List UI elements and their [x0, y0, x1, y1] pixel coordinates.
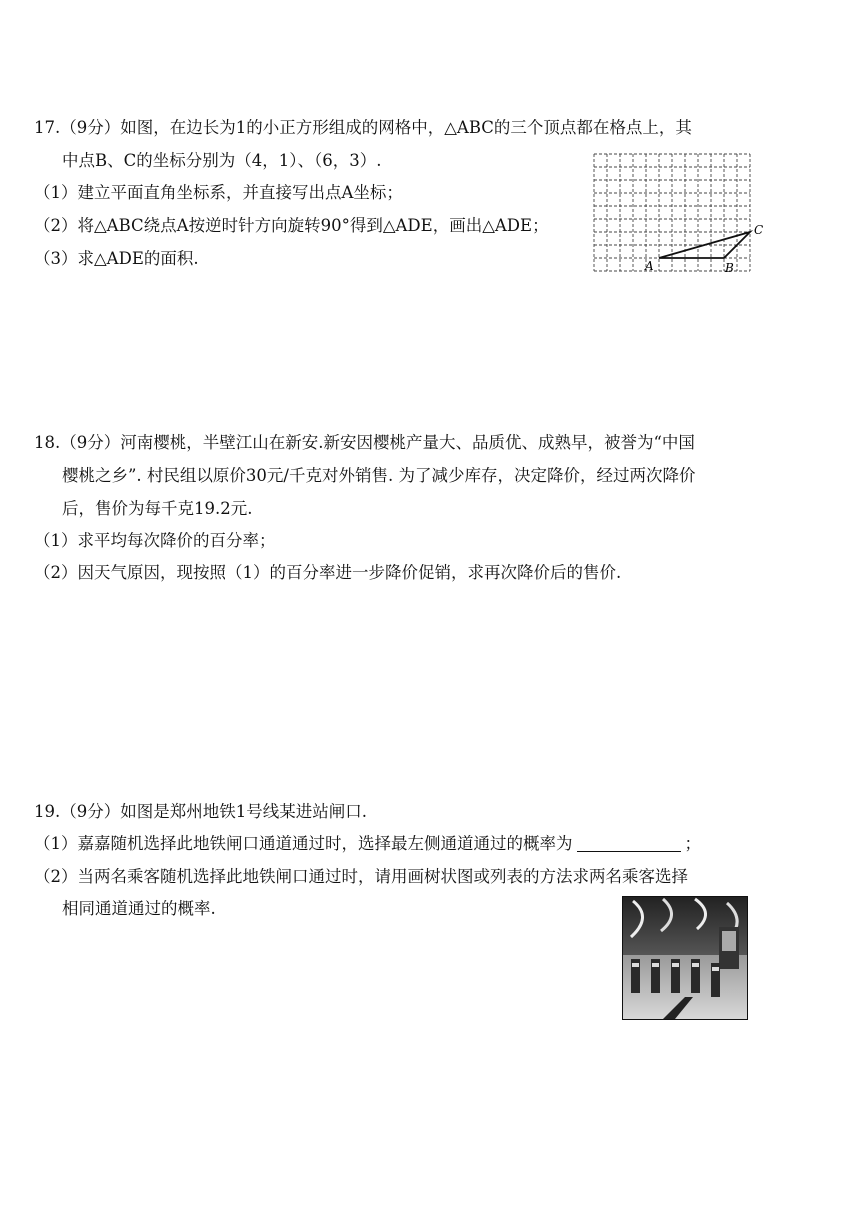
subway-gate-photo: [622, 896, 748, 1020]
q18-line3: 后，售价为每千克19.2元.: [62, 499, 253, 518]
q19-part2-line2: 相同通道通过的概率.: [62, 899, 216, 918]
triangle-abc: [659, 232, 750, 258]
answer-blank[interactable]: [577, 835, 681, 852]
q17-part2: （2）将△ABC绕点A按逆时针方向旋转90°得到△ADE，画出△ADE；: [34, 216, 549, 235]
q18-line1: 18.（9分）河南樱桃，半壁江山在新安.新安因樱桃产量大、品质优、成熟早，被誉为“中国: [34, 433, 695, 452]
q19-line1: 19.（9分）如图是郑州地铁1号线某进站闸口.: [34, 802, 367, 821]
label-a: A: [645, 259, 654, 273]
label-b: B: [725, 261, 734, 275]
label-c: C: [754, 223, 764, 237]
q17-line2: 中点B、C的坐标分别为（4，1）、（6，3）.: [62, 151, 382, 170]
q18-part1: （1）求平均每次降价的百分率；: [34, 531, 276, 550]
q19-part1: [34, 833, 701, 855]
q17-line1: 17.（9分）如图，在边长为1的小正方形组成的网格中，△ABC的三个顶点都在格点上，其: [34, 118, 692, 137]
q19-part1-text: （1）嘉嘉随机选择此地铁闸口通道通过时，选择最左侧通道通过的概率为: [34, 834, 573, 853]
q19-part2-line1: （2）当两名乘客随机选择此地铁闸口通过时，请用画树状图或列表的方法求两名乘客选择: [34, 867, 688, 886]
q17-part3: （3）求△ADE的面积.: [34, 249, 199, 268]
q18-line2: 樱桃之乡”. 村民组以原价30元/千克对外销售. 为了减少库存，决定降价，经过两次降价: [62, 466, 696, 485]
q17-grid-figure: [588, 150, 770, 280]
q18-part2: （2）因天气原因，现按照（1）的百分率进一步降价促销，求再次降价后的售价.: [34, 563, 622, 582]
q17-part1: （1）建立平面直角坐标系，并直接写出点A坐标；: [34, 183, 403, 202]
q19-part1-end: ；: [684, 834, 701, 853]
subway-gate-illustration: [623, 897, 747, 1019]
